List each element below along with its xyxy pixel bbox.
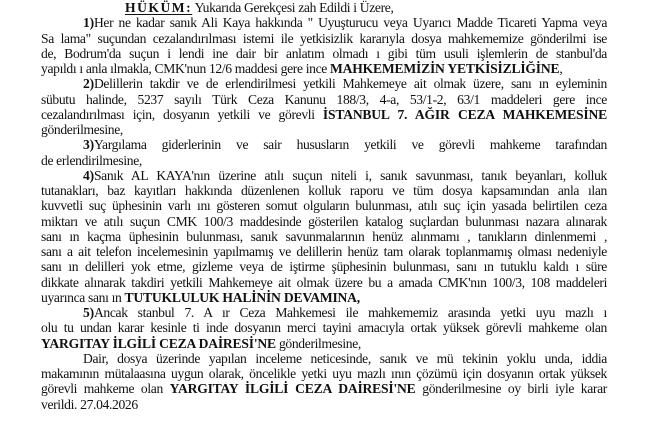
paragraph-line [41,31,607,46]
decision-date: verildi. 27.04.2026 [41,396,138,412]
paragraph-text: Her ne kadar sanık Ali Kaya hakkında " Uyuşturucu veya Uyarıcı Madde Ticareti Yapma veya [93,15,607,31]
paragraph-number: 3) [83,137,94,153]
paragraph-line [41,61,607,76]
verdict-heading-text: Yukarıda Gerekçesi zah Edildi i Üzere, [192,0,394,15]
paragraph-line [41,290,607,305]
paragraph-line [41,214,607,229]
paragraph-text: sübutu halinde, 5237 sayılı Türk Ceza Kanunu 188/3, 4-a, 53/1-2, 63/1 maddeleri gere ince [41,91,607,107]
verdict-heading [41,0,607,15]
paragraph-text: dikkate alınarak takdiri yetkili Mahkemeye ait olmak üzere bu a amada CMK'nın 100/3, 108 maddeleri [41,274,607,290]
court-decision-document [41,0,607,412]
paragraph-4 [41,168,607,305]
paragraph-line [41,122,607,137]
paragraph-line [41,275,607,290]
ruling-lack-of-jurisdiction: MAHKEMEMİZİN YETKİSİZLİĞİNE [330,61,560,76]
paragraph-line [41,381,607,396]
paragraph-line [41,198,607,213]
paragraph-text: gönderilmesine, [275,335,361,351]
paragraph-text: sanı ın delilleri yok etme, gizleme veya de iştirme şüphesinin bulunması, sanı ın tutuklu kaldı ı süre [41,259,607,275]
paragraph-text: de, Bodrum'da suçun i lendi ine dair bir anlatım olmadı ı gibi tüm usuli işlemlerin de stanbul'da [41,45,607,61]
paragraph-line [41,92,607,107]
paragraph-text: , [356,289,360,305]
paragraph-3 [41,137,607,168]
verdict-heading-label: HÜKÜM: [125,0,193,15]
paragraph-line [41,46,607,61]
paragraph-text: sanı ın kaçma üphesinin bulunması, sanık savunmalarının henüz alınmamı , tanıkların dinlenmemi , [41,228,607,244]
paragraph-text: olu tu undan karar kesinle ti inde dosyanın merci tayini amacıyla ortak yüksek görevli mahkeme olan [41,320,607,336]
paragraph-text: gönderilmesine oy birli iyle karar [415,381,607,397]
court-name-yargitay: YARGITAY İLGİLİ CEZA DAİRESİ'NE [169,381,416,397]
paragraph-line [41,183,607,198]
court-name-yargitay: YARGITAY İLGİLİ CEZA DAİRESİ'NE [41,335,276,351]
paragraph-number: 5) [83,305,94,320]
paragraph-text: uyarınca sanı ın [41,289,125,305]
paragraph-text: Sa lama" suçundan cezalandırılması istemi ile yetkisizlik kararıyla dosya mahkememize gönderilmi ise [41,30,607,46]
ruling-continued-detention: TUTUKLULUK HALİNİN DEVAMINA [124,289,357,305]
paragraph-text: , [559,61,563,76]
paragraph-line [41,320,607,335]
paragraph-2 [41,76,607,137]
paragraph-text: de erlendirilmesine, [41,152,142,168]
paragraph-text: Yargılama giderlerinin ve sair hususların yetkili ve görevli mahkeme tarafından [93,137,607,153]
court-name-istanbul-7: İSTANBUL 7. AĞIR CEZA MAHKEMESİNE [322,106,607,122]
paragraph-text: Dair, dosya üzerinde yapılan inceleme neticesinde, sanık ve mü tekinin yoklu unda, iddia [83,350,607,366]
paragraph-line [41,366,607,381]
paragraph-text: miktarı ve atılı suçun CMK 100/3 maddesinde gösterilen katalog suçlardan bulunması nazara alınarak [41,213,607,229]
paragraph-text: sanı a ait telefon incelemesinin yapılmamış ve delillerin henüz tam olarak toplanmamış olması nedeniyle [41,244,607,259]
paragraph-number: 4) [83,167,94,183]
paragraph-text: Sanık AL KAYA'nın üzerine atılı suçun niteli i, sanık savunması, tanık beyanları, kolluk [93,167,607,183]
paragraph-line [41,15,607,30]
paragraph-line [41,336,607,351]
paragraph-line [41,168,607,183]
paragraph-line [41,153,607,168]
paragraph-line [41,351,607,366]
paragraph-text: kuvvetli suç üphesinin varlı ını gösteren somut olguların bulunması, atılı suç için yasada belirtilen ceza [41,198,607,214]
paragraph-text: cezalandırılması için, dosyanın yetkili ve görevli [41,106,323,122]
paragraph-line [41,305,607,320]
paragraph-line [41,76,607,91]
paragraph-text: gönderilmesine, [41,122,123,137]
paragraph-text: yapıldı ı anla ılmakla, CMK'nun 12/6 maddesi gere ince [41,61,330,76]
paragraph-line [41,137,607,152]
paragraph-5 [41,305,607,351]
paragraph-text: Ancak stanbul 7. A ır Ceza Mahkemesi ile mahkememiz arasında yetki uyu mazlı ı [93,305,607,320]
paragraph-number: 2) [83,76,94,92]
paragraph-line [41,259,607,274]
paragraph-text: görevli mahkeme olan [41,381,170,397]
paragraph-line [41,107,607,122]
paragraph-number: 1) [83,15,94,31]
paragraph-text: tutanakları, baz kayıtları hakkında düzenlenen kolluk raporu ve tüm dosya kapsamından anla ılan [41,183,607,198]
paragraph-line [41,229,607,244]
decision-date-line [41,397,607,412]
paragraph-text: Delillerin takdir ve de erlendirilmesi yetkili Mahkemeye ait olmak üzere, sanı ın eyleminin [93,76,607,92]
paragraph-1 [41,15,607,76]
paragraph-text: makamının mütalaasına uygun olarak, öncelikle yetki uyu mazlı ının çözümü için dosyanın ortak yüksek [41,366,607,381]
closing-paragraph [41,351,607,412]
paragraph-line [41,244,607,259]
